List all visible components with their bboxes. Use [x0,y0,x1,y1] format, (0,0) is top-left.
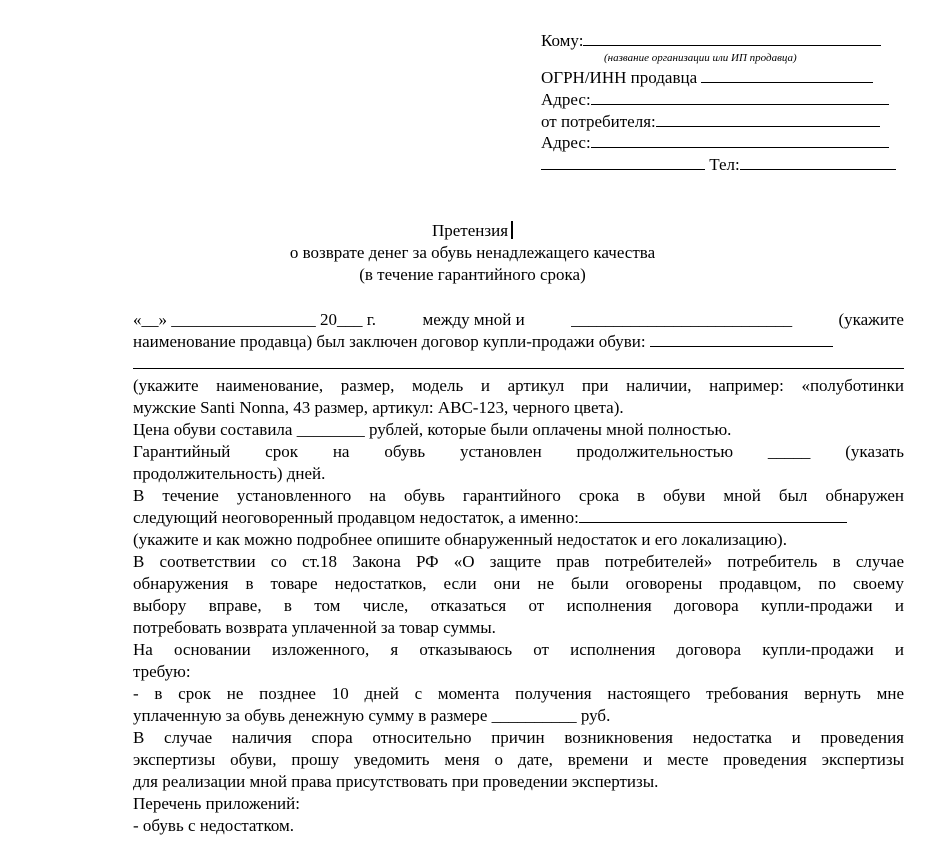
p8-line1: - в срок не позднее 10 дней с момента получения настоящего требования вернуть мне [133,684,904,703]
p2-line2: мужские Santi Nonna, 43 размер, артикул: АВС-123, черного цвета). [133,398,624,417]
p6-line3: выбору вправе, в том числе, отказаться от исполнения договора купли-продажи и [133,596,904,615]
to-label: Кому: [541,31,584,50]
p1-line1 [133,310,904,330]
defect-blank [579,508,847,523]
p1-date: «__» _________________ 20___ г. [133,310,377,329]
attachments-item: - обувь с недостатком. [133,816,295,835]
shoe-description-line [133,368,904,369]
phone-blank [740,155,896,170]
p1-between: между мной и [422,310,525,329]
p3-line1: Цена обуви составила ________ рублей, которые были оплачены мной полностью. [133,420,732,439]
address1-label: Адрес: [541,90,591,109]
text-cursor [511,221,513,239]
p4-line2: продолжительность) дней. [133,464,326,483]
p1-shoe-blank [650,332,833,347]
p5-line1: В течение установленного на обувь гарантийного срока в обуви мной был обнаружен [133,486,904,505]
claim-subtitle-period: (в течение гарантийного срока) [359,265,586,284]
from-blank [656,112,880,127]
ogrn-row [541,68,873,88]
phone-row [541,155,896,175]
p8-line2: уплаченную за обувь денежную сумму в размере __________ руб. [133,706,611,725]
claim-title-text: Претензия [431,221,509,240]
address2-blank [591,133,889,148]
address1-blank [591,90,889,105]
p7-line1: На основании изложенного, я отказываюсь от исполнения договора купли-продажи и [133,640,904,659]
p1-hint: (укажите [838,310,904,329]
p9-line3: для реализации мной права присутствовать при проведении экспертизы. [133,772,659,791]
to-blank [583,31,881,46]
p9-line2: экспертизы обуви, прошу уведомить меня о дате, времени и месте проведения экспертизы [133,750,904,769]
p9-line1: В случае наличия спора относительно причин возникновения недостатка и проведения [133,728,904,747]
p5-line2 [133,508,904,528]
from-row [541,112,880,132]
p5-line3: (укажите и как можно подробнее опишите обнаруженный недостаток и его локализацию). [133,530,787,549]
p6-line4: потребовать возврата уплаченной за товар суммы. [133,618,496,637]
p1-line2 [133,332,904,352]
from-label: от потребителя: [541,112,656,131]
p5-line2-text: следующий неоговоренный продавцом недостаток, а именно: [133,508,579,527]
address1-row [541,90,889,110]
p6-line1: В соответствии со ст.18 Закона РФ «О защите прав потребителей» потребитель в случае [133,552,904,571]
ogrn-label: ОГРН/ИНН продавца [541,68,698,87]
p2-line1: (укажите наименование, размер, модель и артикул при наличии, например: «полуботинки [133,376,904,395]
address2-row [541,133,889,153]
p7-line2: требую: [133,662,191,681]
address2-label: Адрес: [541,133,591,152]
p1-seller-blank: __________________________ [571,310,793,329]
to-note: (название организации или ИП продавца) [604,52,797,64]
ogrn-blank [701,68,873,83]
p1-line2-text: наименование продавца) был заключен договор купли-продажи обуви: [133,332,646,351]
phone-prefix-blank [541,155,705,170]
p6-line2: обнаружения в товаре недостатков, если они не были оговорены продавцом, по своему [133,574,904,593]
phone-label: Тел: [709,155,740,174]
attachments-heading: Перечень приложений: [133,794,300,813]
to-row [541,31,881,51]
claim-subtitle: о возврате денег за обувь ненадлежащего качества [289,243,656,262]
claim-title [0,221,945,241]
p4-line1: Гарантийный срок на обувь установлен продолжительностью _____ (указать [133,442,904,461]
